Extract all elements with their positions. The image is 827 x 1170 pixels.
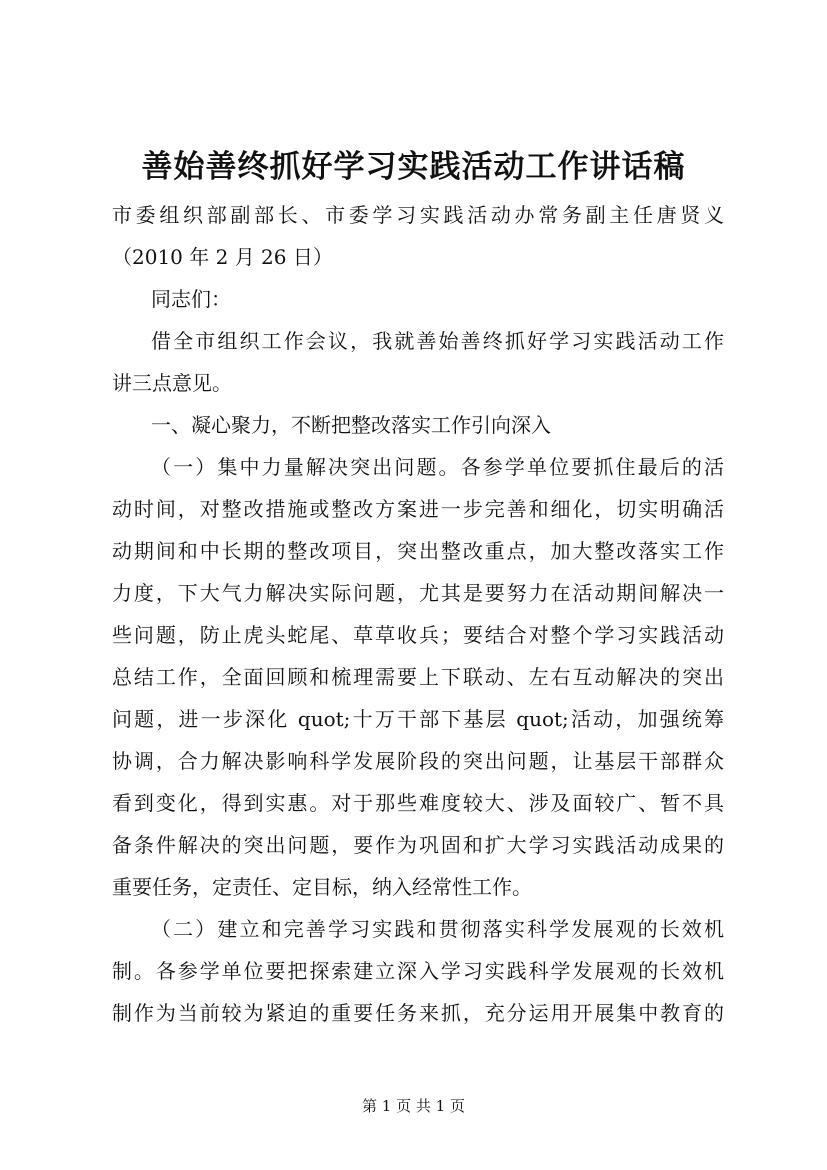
paragraph-line: （二）建立和完善学习实践和贯彻落实科学发展观的长效机 [151, 917, 724, 941]
page-footer: 第 1 页 共 1 页 [362, 1097, 465, 1115]
paragraph-line: （一）集中力量解决突出问题。各参学单位要抓住最后的活 [151, 455, 724, 479]
date-line: （2010 年 2 月 26 日） [112, 245, 333, 269]
paragraph-line: 动期间和中长期的整改项目，突出整改重点，加大整改落实工作 [112, 539, 724, 563]
paragraph-line: 问题，进一步深化 quot;十万干部下基层 quot;活动，加强统筹 [112, 707, 724, 731]
paragraph-line: 力度，下大气力解决实际问题，尤其是要努力在活动期间解决一 [112, 581, 724, 605]
paragraph-line: 协调，合力解决影响科学发展阶段的突出问题，让基层干部群众 [112, 749, 724, 773]
paragraph-line: 备条件解决的突出问题，要作为巩固和扩大学习实践活动成果的 [112, 833, 724, 857]
paragraph-line: 制作为当前较为紧迫的重要任务来抓，充分运用开展集中教育的 [112, 1001, 724, 1025]
salutation-line: 同志们： [151, 287, 231, 311]
paragraph-line: 重要任务，定责任、定目标，纳入经常性工作。 [112, 875, 532, 899]
paragraph-line: 借全市组织工作会议，我就善始善终抓好学习实践活动工作 [151, 329, 724, 353]
section-heading: 一、凝心聚力，不断把整改落实工作引向深入 [151, 413, 551, 437]
author-line: 市委组织部副部长、市委学习实践活动办常务副主任唐贤义 [112, 203, 724, 227]
document-title: 善始善终抓好学习实践活动工作讲话稿 [141, 149, 686, 185]
paragraph-line: 些问题，防止虎头蛇尾、草草收兵；要结合对整个学习实践活动 [112, 623, 724, 647]
paragraph-line: 动时间，对整改措施或整改方案进一步完善和细化，切实明确活 [112, 497, 724, 521]
paragraph-line: 看到变化，得到实惠。对于那些难度较大、涉及面较广、暂不具 [112, 791, 724, 815]
paragraph-line: 总结工作，全面回顾和梳理需要上下联动、左右互动解决的突出 [112, 665, 724, 689]
paragraph-line: 制。各参学单位要把探索建立深入学习实践科学发展观的长效机 [112, 959, 724, 983]
paragraph-line: 讲三点意见。 [112, 371, 232, 395]
